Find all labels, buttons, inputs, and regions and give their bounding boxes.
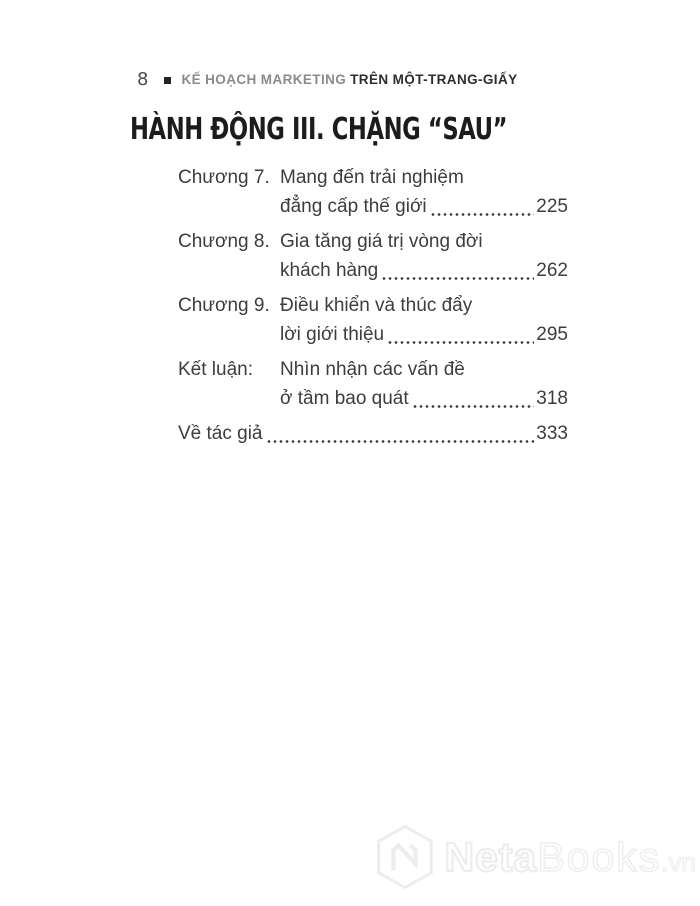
- toc-row: [178, 227, 568, 256]
- table-of-contents: [178, 163, 568, 454]
- toc-page-number: 333: [536, 423, 568, 444]
- dot-leader: [381, 277, 534, 280]
- dot-leader: [387, 341, 534, 344]
- toc-page-number: 262: [536, 260, 568, 281]
- watermark-domain-suffix: .vn: [661, 846, 696, 877]
- square-bullet-icon: [164, 77, 171, 84]
- toc-entry-title-line1: Điều khiển và thúc đẩy: [280, 295, 473, 316]
- toc-row: [280, 384, 568, 413]
- toc-entry: [178, 163, 568, 221]
- dot-leader: [412, 405, 535, 408]
- toc-entry-title-line2: đẳng cấp thế giới: [280, 196, 427, 217]
- running-title-light: KẾ HOẠCH MARKETING: [181, 72, 347, 88]
- toc-row: [178, 355, 568, 384]
- watermark-brand-bold: Neta: [444, 833, 538, 880]
- toc-entry-label: Chương 8.: [178, 231, 270, 252]
- toc-page-number: 318: [536, 388, 568, 409]
- page-number: 8: [137, 69, 149, 90]
- toc-entry-label: Về tác giả: [178, 423, 263, 444]
- toc-row: [178, 163, 568, 192]
- toc-page-number: 225: [536, 196, 568, 217]
- toc-entry-title-line1: Nhìn nhận các vấn đề: [280, 359, 465, 380]
- toc-entry: [178, 419, 568, 448]
- section-heading: HÀNH ĐỘNG III. CHẶNG “SAU”: [130, 112, 508, 147]
- toc-entry: [178, 227, 568, 285]
- toc-entry-title-line2: lời giới thiệu: [280, 324, 385, 345]
- toc-row: [280, 192, 568, 221]
- toc-entry: [178, 355, 568, 413]
- running-title: [181, 73, 517, 87]
- toc-row: [280, 320, 568, 349]
- toc-row: [280, 256, 568, 285]
- toc-row: [178, 419, 568, 448]
- watermark-brand-light: Books: [537, 833, 662, 880]
- dot-leader: [430, 213, 535, 216]
- netabooks-logo-icon: [374, 824, 436, 890]
- toc-entry-label: Chương 7.: [178, 167, 270, 188]
- toc-entry-title-line2: ở tầm bao quát: [280, 388, 409, 409]
- toc-page-number: 295: [536, 324, 568, 345]
- toc-entry-title-line1: Mang đến trải nghiệm: [280, 167, 464, 188]
- running-header: [137, 71, 518, 89]
- toc-entry-title-line1: Gia tăng giá trị vòng đời: [280, 231, 483, 252]
- toc-row: [178, 291, 568, 320]
- toc-entry: [178, 291, 568, 349]
- toc-entry-label: Kết luận:: [178, 359, 253, 380]
- toc-entry-title-line2: khách hàng: [280, 260, 379, 281]
- toc-entry-label: Chương 9.: [178, 295, 270, 316]
- dot-leader: [266, 440, 535, 443]
- running-title-bold: TRÊN MỘT-TRANG-GIẤY: [350, 72, 518, 88]
- watermark: [374, 824, 696, 890]
- watermark-text: [444, 833, 696, 880]
